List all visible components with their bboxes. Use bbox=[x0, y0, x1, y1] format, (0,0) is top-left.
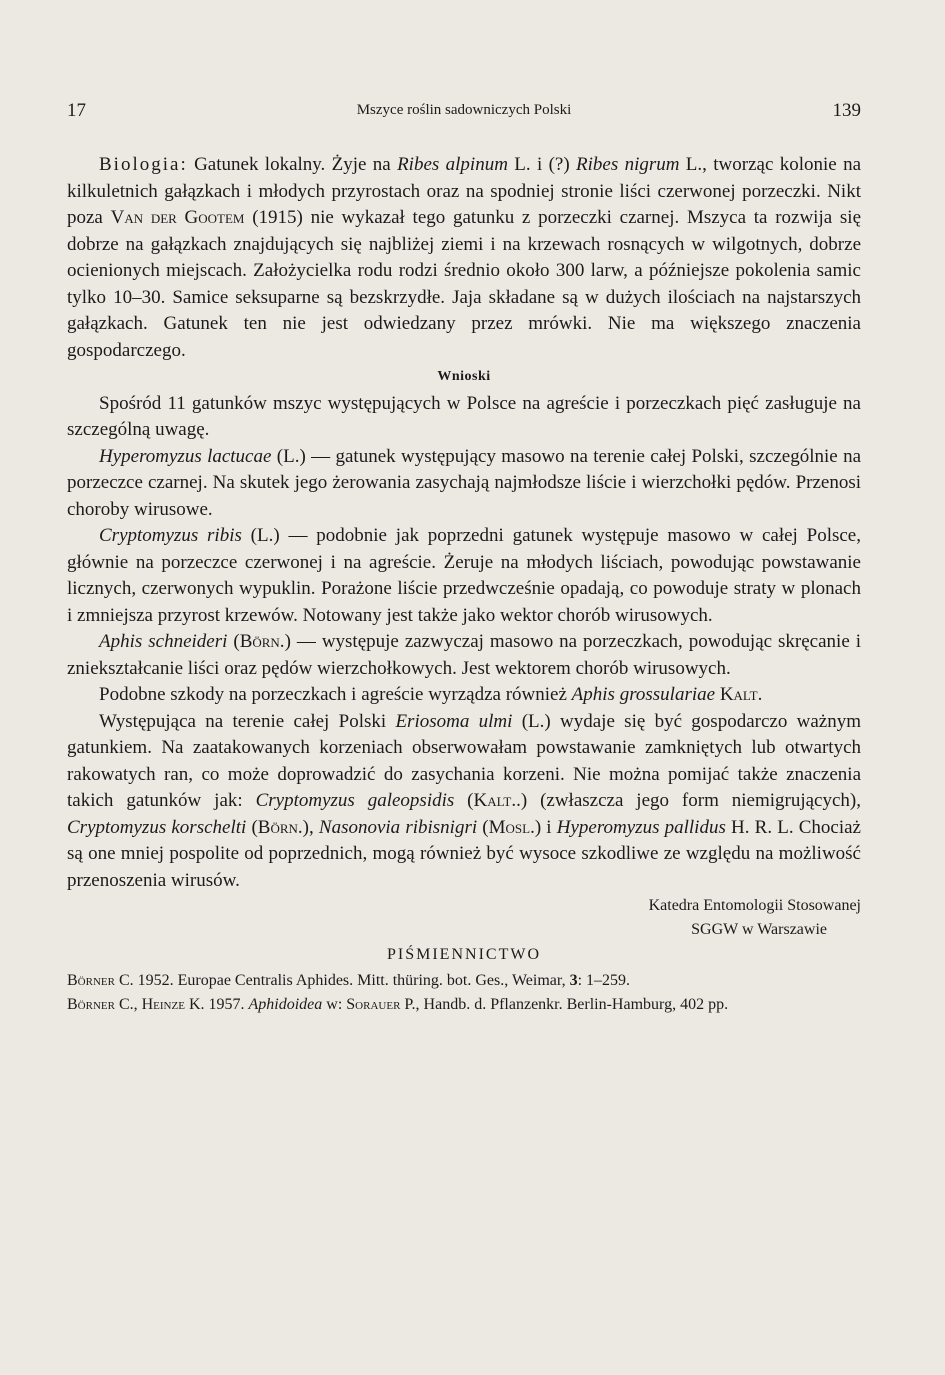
author-name: Kalt. bbox=[473, 790, 517, 811]
page-number: 139 bbox=[832, 100, 861, 121]
species-name: Cryptomyzus korschelti bbox=[67, 816, 247, 838]
species-name: Eriosoma ulmi bbox=[395, 710, 513, 732]
section-number: 17 bbox=[67, 100, 86, 121]
author-name: Heinze bbox=[141, 995, 185, 1013]
running-title: Mszyce roślin sadowniczych Polski bbox=[356, 102, 572, 118]
references-list bbox=[67, 969, 861, 1017]
biology-label: Biologia: bbox=[99, 154, 188, 175]
conclusion-cryptomyzus: Cryptomyzus ribis (L.) — podobnie jak poprzedni gatunek występuje masowo w całej Polsce, głównie na porzeczce czerwonej i na agreście. Żeruje na młodych liściach, powodując powstawanie licznych, czerwonych wypuklin. Porażone liście przedwcześnie opadają, co powoduje straty w plonach i zmniejsza przyrost krzewów. Notowany jest także jako wektor chorób wirusowych. bbox=[67, 525, 861, 626]
author-name: Van der Gootem bbox=[110, 207, 245, 228]
species-name: Ribes alpinum bbox=[397, 154, 508, 175]
species-name: Hyperomyzus lactucae bbox=[99, 445, 272, 467]
references-heading: PIŚMIENNICTWO bbox=[387, 946, 541, 963]
affiliation bbox=[67, 894, 861, 942]
page-header bbox=[67, 100, 861, 128]
author-name: Sorauer bbox=[346, 995, 401, 1013]
biology-paragraph: Biologia: Gatunek lokalny. Żyje na Ribes alpinum L. i (?) Ribes nigrum L., tworząc kolonie na kilkuletnich gałązkach i młodych przyrostach oraz na spodniej stronie liści czerwonej porzeczki. Nikt poza Van der Gootem (1915) nie wykazał tego gatunku z porzeczki czarnej. Mszyca ta rozwija się dobrze na gałązkach znajdujących się najbliżej ziemi i na krzewach rosnących w wilgotnych, dobrze ocienionych miejscach. Założycielka rodu rodzi średnio około 300 larw, a późniejsze pokolenia samic tylko 10–30. Samice seksuparne są bezskrzydłe. Jaja składane są w dużych ilościach na najstarszych gałązkach. Gatunek ten nie jest odwiedzany przez mrówki. Nie ma większego znaczenia gospodarczego. bbox=[67, 154, 861, 361]
reference-item: Börner C., Heinze K. 1957. Aphidoidea w: Sorauer P., Handb. d. Pflanzenkr. Berlin-Hamburg, 402 pp. bbox=[67, 995, 729, 1013]
conclusions-heading: Wnioski bbox=[437, 369, 491, 384]
conclusion-eriosoma: Występująca na terenie całej Polski Eriosoma ulmi (L.) wydaje się być gospodarczo ważnym gatunkiem. Na zaatakowanych korzeniach obserwowałam powstawanie zamkniętych lub otwartych rakowatych ran, co może doprowadzić do zasychania korzeni. Nie można pomijać także znaczenia takich gatunków jak: Cryptomyzus galeopsidis (Kalt..) (zwłaszcza jego form niemigrujących), Cryptomyzus korschelti (Börn.), Nasonovia ribisnigri (Mosl.) i Hyperomyzus pallidus H. R. L. Chociaż są one mniej pospolite od poprzednich, mogą również być wysoce szkodliwe ze względu na możliwość przenoszenia wirusów. bbox=[67, 710, 862, 891]
work-title: Aphidoidea bbox=[248, 995, 323, 1013]
species-name: Aphis grossulariae bbox=[571, 684, 716, 705]
author-name: Börn. bbox=[257, 816, 303, 838]
author-name: Börner bbox=[67, 995, 115, 1013]
species-name: Cryptomyzus ribis bbox=[99, 525, 242, 546]
species-name: Aphis schneideri bbox=[99, 631, 228, 652]
species-name: Nasonovia ribisnigri bbox=[318, 816, 478, 838]
conclusion-hyperomyzus: Hyperomyzus lactucae (L.) — gatunek występujący masowo na terenie całej Polski, szczególnie na porzeczce czarnej. Na skutek jego żerowania zasychają najmłodsze liście i wierzchołki pędów. Przenosi choroby wirusowe. bbox=[67, 445, 862, 520]
conclusion-aphis: Aphis schneideri (Börn.) — występuje zazwyczaj masowo na porzeczkach, powodując skręcanie i zniekształcanie liści oraz pędów wierzchołkowych. Jest wektorem chorób wirusowych. bbox=[67, 631, 861, 679]
species-name: Ribes nigrum bbox=[576, 154, 680, 175]
conclusions-intro: Spośród 11 gatunków mszyc występujących w Polsce na agreście i porzeczkach pięć zasługuje na szczególną uwagę. bbox=[67, 392, 861, 440]
conclusion-similar: Podobne szkody na porzeczkach i agreście wyrządza również Aphis grossulariae Kalt. bbox=[99, 684, 763, 705]
author-name: Börn. bbox=[239, 631, 285, 652]
species-name: Hyperomyzus pallidus bbox=[556, 816, 726, 838]
affiliation-department: Katedra Entomologii Stosowanej bbox=[648, 897, 861, 914]
species-name: Cryptomyzus galeopsidis bbox=[255, 790, 455, 811]
author-name: Mosl. bbox=[488, 816, 535, 838]
reference-item: Börner C. 1952. Europae Centralis Aphides. Mitt. thüring. bot. Ges., Weimar, 3: 1–259. bbox=[67, 971, 631, 989]
author-name: Börner bbox=[67, 971, 115, 989]
volume-number: 3 bbox=[569, 971, 578, 989]
body-text bbox=[67, 152, 861, 1017]
author-name: Kalt. bbox=[719, 684, 763, 705]
affiliation-institution: SGGW w Warszawie bbox=[691, 921, 827, 938]
